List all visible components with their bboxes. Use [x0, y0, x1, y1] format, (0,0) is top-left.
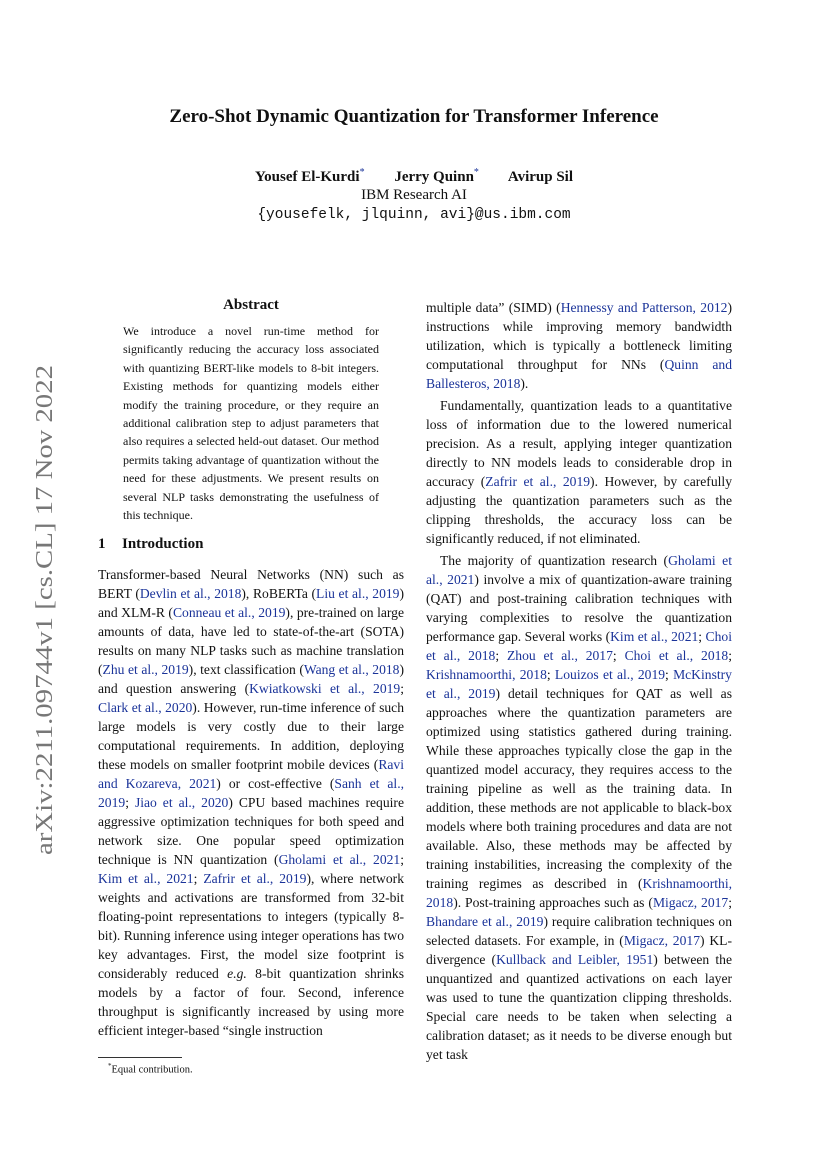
body-text: ; [546, 667, 555, 682]
citation-link[interactable]: Krishnamoorthi, 2018 [426, 667, 547, 682]
citation-link[interactable]: Zhu et al., 2019 [102, 662, 189, 677]
body-text: ; [698, 629, 706, 644]
citation-link[interactable]: Migacz, 2017 [623, 933, 700, 948]
body-text: ). Post-training approaches such as ( [453, 895, 653, 910]
citation-link[interactable]: Choi et al., 2018 [426, 629, 732, 663]
footnote [108, 1062, 193, 1076]
citation-link[interactable]: Ravi and Kozareva, 2021 [98, 757, 404, 791]
citation-link[interactable]: Migacz, 2017 [652, 895, 729, 910]
citation-link[interactable]: Gholami et al., 2021 [278, 852, 401, 867]
author-name: Yousef El-Kurdi [254, 169, 360, 185]
body-text: Transformer-based Neural Networks (NN) such as BERT ( [98, 567, 404, 601]
footnote-mark: * [108, 1062, 112, 1070]
body-text: ; [665, 667, 674, 682]
intro-paragraph [426, 298, 732, 393]
body-text: ; [728, 648, 732, 663]
body-text: ; [400, 852, 404, 867]
body-text: ; [612, 648, 625, 663]
affiliation: IBM Research AI [361, 187, 467, 203]
citation-link[interactable]: Zafrir et al., 2019 [485, 474, 591, 489]
equal-contribution-mark[interactable]: * [473, 167, 479, 178]
body-text: ) require calibration techniques on selected datasets. For example, in ( [426, 914, 732, 948]
citation-link[interactable]: Louizos et al., 2019 [554, 667, 666, 682]
body-column-left [98, 565, 404, 1040]
body-text: Fundamentally, quantization leads to a quantitative loss of information due to the lowered numerical precision. As a result, applying integer quantization directly to NN models leads to considerable drop in accuracy ( [426, 398, 732, 489]
arxiv-identifier [24, 360, 60, 860]
body-text: ), RoBERTa ( [241, 586, 317, 601]
body-text: The majority of quantization research ( [440, 553, 669, 568]
body-text: ). However, run-time inference of such large models is very costly due to their large computational requirements. In addition, deploying these models on smaller footprint mobile devices ( [98, 700, 404, 772]
citation-link[interactable]: Hennessy and Patterson, 2012 [560, 300, 728, 315]
body-text: ) detail techniques for QAT as well as approaches where the quantization parameters are optimized using statistics gathered during training. While these approaches typically close the gap in the quantized model accuracy, they requires access to the training pipeline as well as the training data. In addition, these methods are not applicable to black-box models where both training procedures and data are not available. Also, these methods may be affected by training instabilities, increasing the complexity of the training regimes as described in ( [426, 686, 732, 891]
citation-link[interactable]: Conneau et al., 2019 [172, 605, 286, 620]
citation-link[interactable]: Quinn and Ballesteros, 2018 [426, 357, 732, 391]
citation-link[interactable]: Jiao et al., 2020 [134, 795, 229, 810]
footnote-rule [98, 1057, 182, 1058]
citation-link[interactable]: Choi et al., 2018 [624, 648, 729, 663]
abstract-text: We introduce a novel run-time method for significantly reducing the accuracy loss associated with quantizing BERT-like models to 8-bit integers. Existing methods for quantizing models either modify the training procedure, or they require an additional calibration step to adjust parameters that also requires a selected held-out dataset. Our method permits taking advantage of quantization without the need for these adjustments. We present results on several NLP tasks demonstrating the usefulness of this technique. [123, 324, 379, 523]
intro-paragraph [426, 551, 732, 1064]
body-text: ) involve a mix of quantization-aware training (QAT) and post-training calibration techniques with varying complexities to resolve the quantization performance gap. Several works ( [426, 572, 732, 644]
citation-link[interactable]: Kim et al., 2021 [610, 629, 699, 644]
intro-paragraph [426, 396, 732, 548]
body-text: ), pre-trained on large amounts of data, have led to state-of-the-art (SOTA) results on many NLP tasks such as machine translation ( [98, 605, 404, 677]
author-name: Avirup Sil [507, 169, 574, 185]
body-text: ). [520, 376, 529, 391]
body-text: ) CPU based machines require aggressive optimization techniques for both speed and network size. One popular speed optimization technique is NN quantization ( [98, 795, 404, 867]
intro-paragraph [98, 565, 404, 1040]
body-text: multiple data” (SIMD) ( [426, 300, 561, 315]
citation-link[interactable]: Kim et al., 2021 [98, 871, 194, 886]
body-text: 8-bit quantization shrinks models by a factor of four. Second, inference throughput is significantly increased by using more efficient integer-based “single instruction [98, 966, 404, 1038]
abstract-heading: Abstract [223, 297, 279, 313]
citation-link[interactable]: Kwiatkowski et al., 2019 [249, 681, 401, 696]
body-text: ) and XLM-R ( [98, 586, 404, 620]
arxiv-identifier-text: arXiv:2211.09744v1 [cs.CL] 17 Nov 2022 [32, 446, 58, 855]
body-text: ; [400, 681, 404, 696]
body-text: ) or cost-effective ( [216, 776, 335, 791]
body-text: ) KL-divergence ( [426, 933, 733, 967]
citation-link[interactable]: Sanh et al., 2019 [98, 776, 404, 810]
citation-link[interactable]: Zhou et al., 2017 [507, 648, 613, 663]
paper-title: Zero-Shot Dynamic Quantization for Transformer Inference [169, 106, 659, 127]
citation-link[interactable]: McKinstry et al., 2019 [426, 667, 732, 701]
body-text: ) between the unquantized and quantized activations on each layer was used to tune the quantization clipping thresholds. Special care needs to be taken when selecting a calibration dataset; as it needs to be diverse enough but yet task [426, 952, 732, 1062]
citation-link[interactable]: Devlin et al., 2018 [139, 586, 242, 601]
body-text: ; [193, 871, 204, 886]
body-column-right [426, 298, 732, 1064]
citation-link[interactable]: Krishnamoorthi, 2018 [426, 876, 732, 910]
citation-link[interactable]: Wang et al., 2018 [303, 662, 400, 677]
section-title: Introduction [122, 536, 204, 552]
citation-link[interactable]: Gholami et al., 2021 [426, 553, 732, 587]
citation-link[interactable]: Kullback and Leibler, 1951 [496, 952, 654, 967]
section-number: 1 [98, 536, 106, 552]
equal-contribution-mark[interactable]: * [359, 167, 365, 178]
citation-link[interactable]: Zafrir et al., 2019 [203, 871, 307, 886]
body-text: ; [125, 795, 135, 810]
citation-link[interactable]: Liu et al., 2019 [316, 586, 400, 601]
footnote-text: Equal contribution. [111, 1064, 193, 1076]
author-emails: {yousefelk, jlquinn, avi}@us.ibm.com [257, 207, 571, 223]
citation-link[interactable]: Bhandare et al., 2019 [426, 914, 544, 929]
author-list [0, 167, 828, 186]
body-text: ). However, by carefully adjusting the quantization parameters such as the clipping thresholds, the accuracy loss can be significantly reduced, if not eliminated. [426, 474, 732, 546]
body-text: ) and question answering ( [98, 662, 404, 696]
citation-link[interactable]: Clark et al., 2020 [98, 700, 193, 715]
body-text: ), text classification ( [188, 662, 304, 677]
emphasis-text: e.g. [227, 966, 247, 981]
author-name: Jerry Quinn [394, 169, 474, 185]
body-text: ; [495, 648, 507, 663]
body-text: ), where network weights and activations are transformed from 32-bit floating-point representations to integers (typically 8-bit). Running inference using integer operations has two key advantages. First, the model size footprint is considerably reduced [98, 871, 404, 981]
body-text: ) instructions while improving memory bandwidth utilization, which is typically a bottleneck limiting computational throughput for NNs ( [426, 300, 733, 372]
section-heading-introduction [98, 536, 203, 553]
body-text: ; [728, 895, 733, 910]
